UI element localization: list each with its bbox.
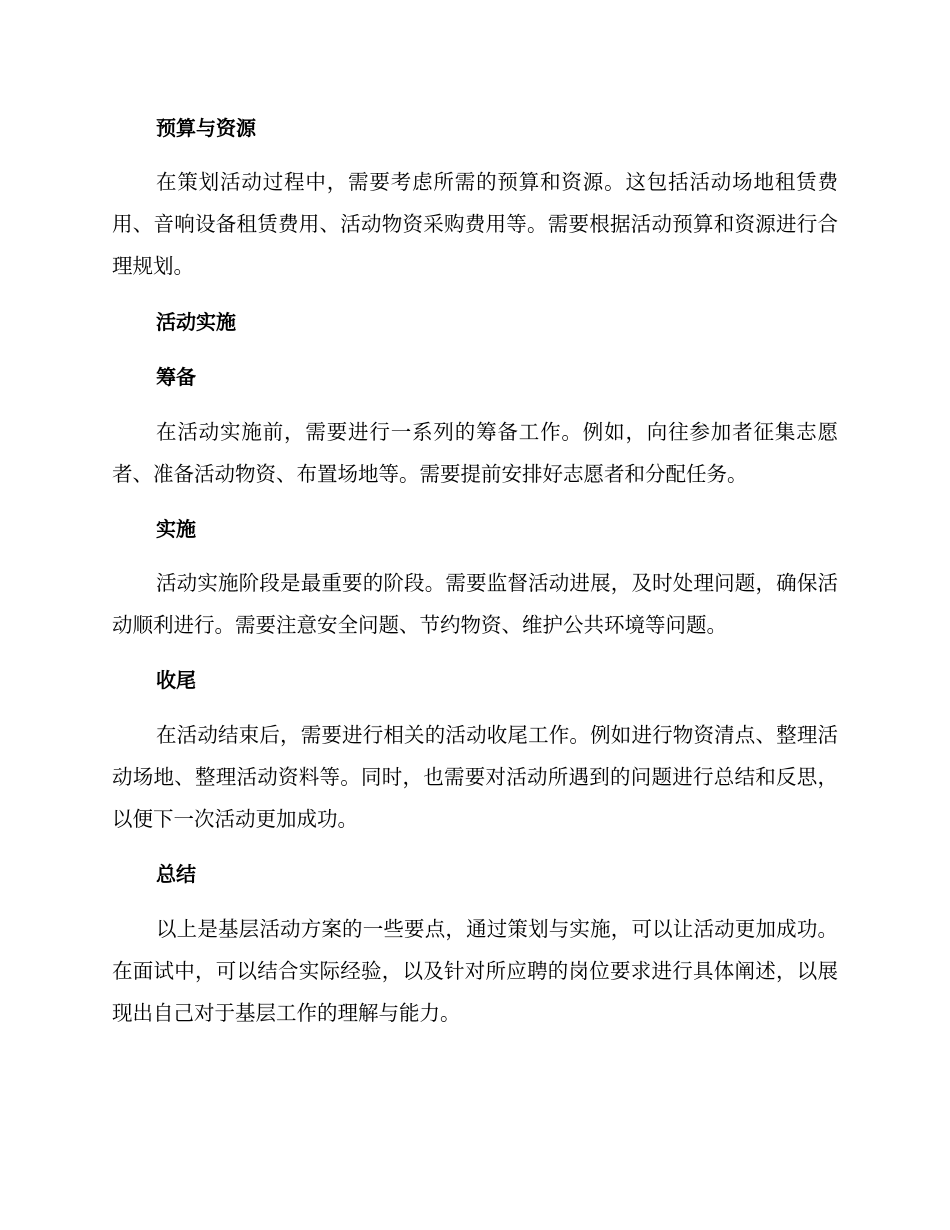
section-paragraph-execution: 活动实施阶段是最重要的阶段。需要监督活动进展，及时处理问题，确保活动顺利进行。需要注意安全问题、节约物资、维护公共环境等问题。 [112,571,838,637]
section-heading-execution: 实施 [156,517,196,541]
section-heading-wrapup: 收尾 [156,668,196,692]
section-heading-preparation: 筹备 [156,365,196,389]
section-paragraph-preparation: 在活动实施前，需要进行一系列的筹备工作。例如，向往参加者征集志愿者、准备活动物资、布置场地等。需要提前安排好志愿者和分配任务。 [112,420,838,486]
section-heading-budget: 预算与资源 [156,116,256,140]
section-heading-summary: 总结 [156,862,196,886]
section-heading-implementation: 活动实施 [156,310,236,334]
section-paragraph-summary: 以上是基层活动方案的一些要点，通过策划与实施，可以让活动更加成功。在面试中，可以结合实际经验，以及针对所应聘的岗位要求进行具体阐述，以展现出自己对于基层工作的理解与能力。 [112,917,838,1025]
section-paragraph-wrapup: 在活动结束后，需要进行相关的活动收尾工作。例如进行物资清点、整理活动场地、整理活动资料等。同时，也需要对活动所遇到的问题进行总结和反思，以便下一次活动更加成功。 [112,723,838,831]
section-paragraph-budget: 在策划活动过程中，需要考虑所需的预算和资源。这包括活动场地租赁费用、音响设备租赁费用、活动物资采购费用等。需要根据活动预算和资源进行合理规划。 [112,170,838,278]
